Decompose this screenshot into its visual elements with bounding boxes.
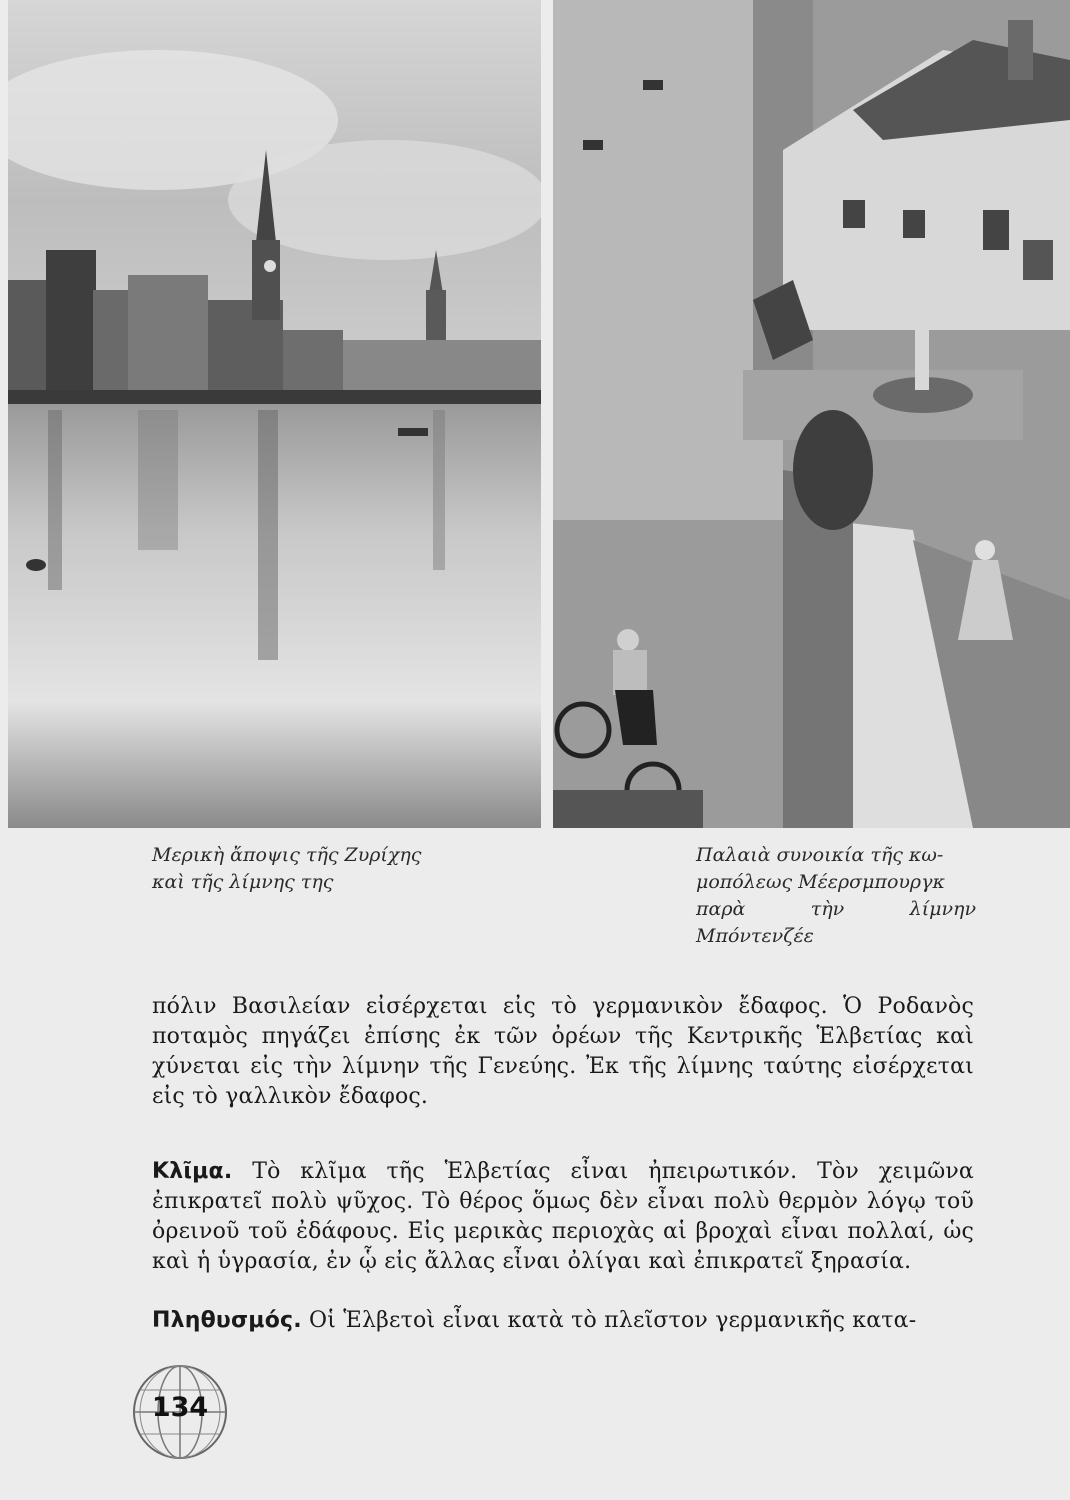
caption-zurich	[152, 842, 472, 896]
heading-population: Πληθυσμός.	[152, 1308, 302, 1333]
paragraph-rivers: πόλιν Βασιλείαν εἰσέρχεται εἰς τὸ γερμανικὸν ἔδαφος. Ὁ Ροδανὸς ποταμὸς πηγάζει ἐπίσης ἐκ τῶν ὀρέων τῆς Κεντρικῆς Ἑλβετίας καὶ χύνεται εἰς τὴν λίμνην τῆς Γενεύης. Ἐκ τῆς λίμνης ταύτης εἰσέρχεται εἰς τὸ γαλλικὸν ἔδαφος.	[152, 994, 974, 1109]
caption-left-line-1: Μερικὴ ἄποψις τῆς Ζυρίχης	[152, 844, 422, 866]
paragraph-climate	[152, 1157, 974, 1277]
meersburg-street-photo	[553, 0, 1070, 828]
caption-meersburg	[696, 842, 976, 950]
climate-text: Τὸ κλῖμα τῆς Ἑλβετίας εἶναι ἠπειρωτικόν. Τὸν χειμῶνα ἐπικρατεῖ πολὺ ψῦχος. Τὸ θέρος ὅμως δὲν εἶναι πολὺ θερμὸν λόγῳ τοῦ ὀρεινοῦ τοῦ ἐδάφους. Εἰς μερικὰς περιοχὰς αἱ βροχαὶ εἶναι πολλαί, ὡς καὶ ἡ ὑγρασία, ἐν ᾧ εἰς ἄλλας εἶναι ὀλίγαι καὶ ἐπικρατεῖ ξηρασία.	[152, 1159, 974, 1274]
zurich-lake-photo	[8, 0, 541, 828]
paragraph-population	[152, 1306, 974, 1336]
heading-climate: Κλῖμα.	[152, 1159, 233, 1184]
page-number: 134	[151, 1392, 209, 1423]
caption-right-line-3: παρὰ τὴν λίμνην Μπόντενζέε	[696, 898, 976, 947]
population-text: Οἱ Ἑλβετοὶ εἶναι κατὰ τὸ πλεῖστον γερμανικῆς κατα-	[301, 1308, 917, 1333]
caption-left-line-2: καὶ τῆς λίμνης της	[152, 871, 334, 893]
caption-right-line-1: Παλαιὰ συνοικία τῆς κω-	[696, 844, 944, 866]
caption-right-line-2: μοπόλεως Μέερσμπουργκ	[696, 871, 945, 893]
